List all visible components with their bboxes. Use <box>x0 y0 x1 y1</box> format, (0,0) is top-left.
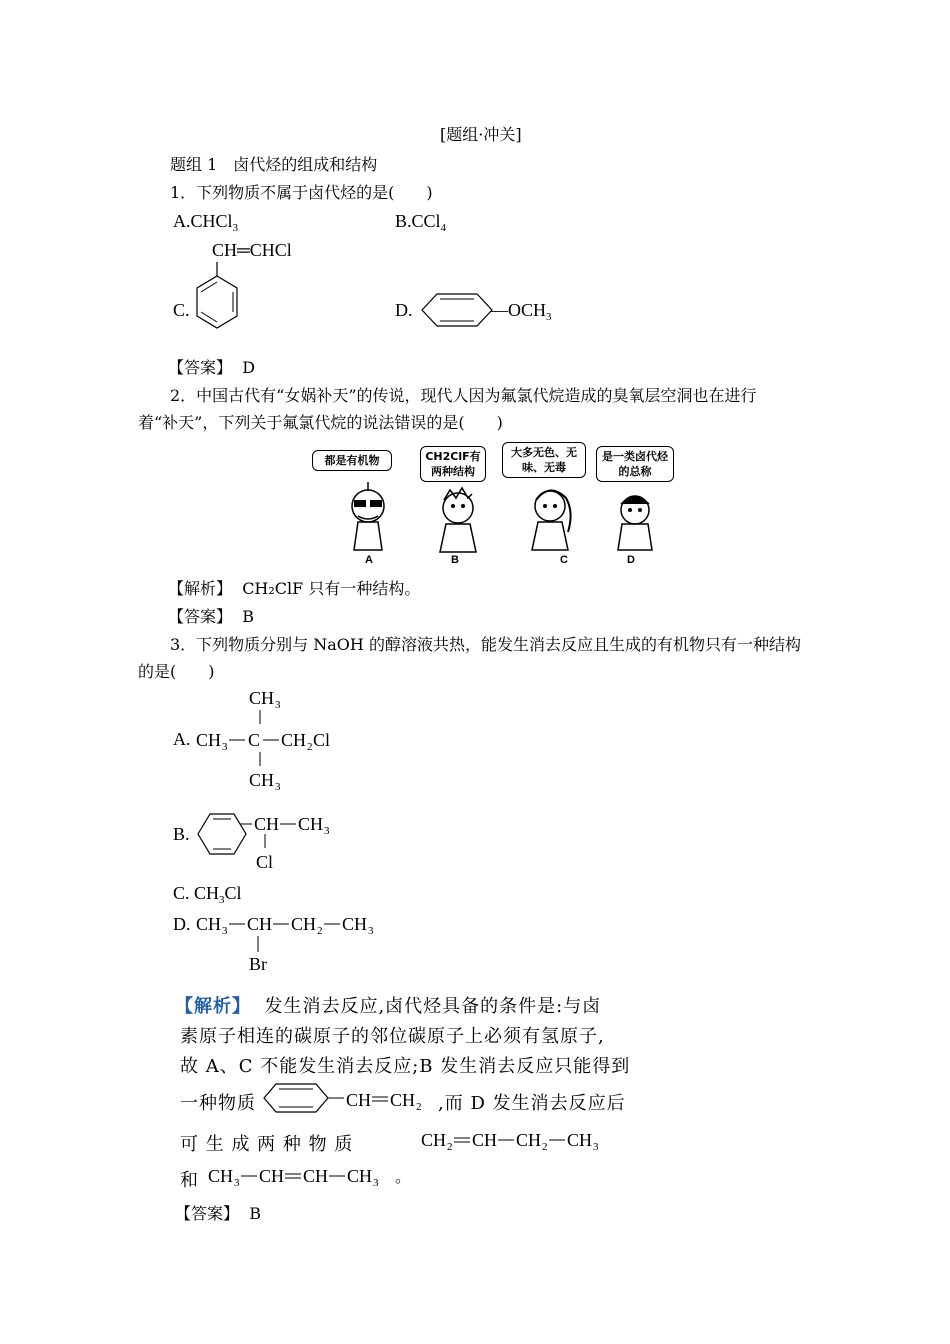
svg-text:CH: CH <box>249 770 275 790</box>
benzene-ring-icon <box>190 262 250 342</box>
svg-text:CH: CH <box>196 914 222 934</box>
q1-option-a: A.CHCl$_3$ <box>173 211 239 234</box>
q3-analysis-line2: 素原子相连的碳原子的邻位碳原子上必须有氢原子, <box>180 1026 605 1047</box>
svg-text:CH: CH <box>567 1130 593 1150</box>
svg-text:CH: CH <box>249 688 275 708</box>
svg-text:CH: CH <box>516 1130 542 1150</box>
cartoon-characters-icon <box>310 442 680 570</box>
svg-text:CH: CH <box>347 1166 373 1186</box>
svg-text:3: 3 <box>275 781 281 792</box>
q3-analysis-line1: 【解析】 发生消去反应,卤代烃具备的条件是:与卤 <box>175 996 602 1017</box>
svg-text:Cl: Cl <box>313 730 331 750</box>
q3-answer: 【答案】 B <box>175 1204 261 1223</box>
figure-label-b: B <box>451 554 459 566</box>
svg-text:CH: CH <box>254 814 280 834</box>
svg-text:。: 。 <box>395 1169 412 1186</box>
q3-option-b-structure <box>190 806 350 876</box>
q3-analysis-line4b: ,而 D 发生消去反应后 <box>438 1093 626 1114</box>
benzene-ring-icon <box>420 292 500 332</box>
q3-analysis-line4a: 一种物质 <box>180 1093 256 1114</box>
svg-text:CH: CH <box>421 1130 447 1150</box>
svg-text:3: 3 <box>324 825 330 837</box>
svg-text:2: 2 <box>317 925 323 937</box>
q3-option-c: C. $CH_3Cl$ <box>173 883 242 906</box>
svg-text:CH: CH <box>208 1166 234 1186</box>
section-header: [题组·冲关] <box>440 125 522 144</box>
q2-analysis: 【解析】 CH₂ClF 只有一种结构。 <box>168 579 421 598</box>
q3-analysis-line3: 故 A、C 不能发生消去反应;B 发生消去反应只能得到 <box>180 1056 631 1077</box>
svg-text:3: 3 <box>275 699 281 711</box>
svg-text:CH: CH <box>298 814 324 834</box>
q2-stem-line2: 着“补天”，下列关于氟氯代烷的说法错误的是( ) <box>138 413 503 432</box>
q1-option-c-label: C. <box>173 300 190 320</box>
q1-option-d-substituent: $—OCH_3$ <box>490 300 552 323</box>
q3-option-d-label: D. <box>173 914 191 934</box>
svg-text:CH: CH <box>291 914 317 934</box>
svg-text:CH: CH <box>196 730 222 750</box>
q3-analysis-styrene <box>256 1080 436 1120</box>
q3-analysis-line6a: 和 <box>180 1170 199 1191</box>
svg-text:CH: CH <box>281 730 307 750</box>
svg-text:CH: CH <box>342 914 368 934</box>
q3-analysis-product1 <box>418 1124 618 1160</box>
q3-stem-line2: 的是( ) <box>138 662 215 681</box>
svg-text:3: 3 <box>222 741 228 753</box>
figure-label-a: A <box>365 554 373 566</box>
svg-text:3: 3 <box>593 1141 599 1153</box>
q3-option-d-structure <box>193 908 393 974</box>
q1-stem: 1．下列物质不属于卤代烃的是( ) <box>170 183 433 202</box>
q3-option-a-structure <box>193 686 343 792</box>
figure-label-c: C <box>560 554 568 566</box>
cartoon-figure <box>310 442 680 570</box>
q1-option-c-substituent: CH═CHCl <box>212 240 292 260</box>
svg-text:2: 2 <box>542 1141 548 1153</box>
group-title: 题组 1 卤代烃的组成和结构 <box>170 155 378 174</box>
svg-text:CH: CH <box>247 914 273 934</box>
speech-bubble-a: 都是有机物 <box>312 450 392 471</box>
svg-text:2: 2 <box>416 1101 422 1113</box>
svg-text:3: 3 <box>373 1177 379 1189</box>
svg-text:2: 2 <box>307 741 313 753</box>
svg-text:CH: CH <box>303 1166 329 1186</box>
q1-option-d-label: D. <box>395 300 413 320</box>
q3-option-a-label: A. <box>173 729 191 749</box>
q1-answer: 【答案】 D <box>168 358 256 377</box>
q2-stem-line1: 2．中国古代有“女娲补天”的传说，现代人因为氟氯代烷造成的臭氧层空洞也在进行 <box>170 386 757 405</box>
q3-option-b-label: B. <box>173 824 190 844</box>
speech-bubble-d: 是一类卤代烃的总称 <box>596 446 674 482</box>
q1-option-b: B.CCl$_4$ <box>395 211 447 234</box>
q3-stem-line1: 3．下列物质分别与 NaOH 的醇溶液共热，能发生消去反应且生成的有机物只有一种结构 <box>170 635 801 654</box>
svg-text:CH: CH <box>346 1090 372 1110</box>
speech-bubble-b: CH2ClF有两种结构 <box>420 446 486 482</box>
figure-label-d: D <box>627 554 635 566</box>
svg-text:CH: CH <box>259 1166 285 1186</box>
speech-bubble-c: 大多无色、无味、无毒 <box>502 442 586 478</box>
svg-text:3: 3 <box>368 925 374 937</box>
svg-text:2: 2 <box>447 1141 453 1153</box>
svg-text:3: 3 <box>222 925 228 937</box>
svg-text:CH: CH <box>390 1090 416 1110</box>
svg-text:Br: Br <box>249 954 267 974</box>
svg-text:CH: CH <box>472 1130 498 1150</box>
q2-answer: 【答案】 B <box>168 607 254 626</box>
svg-text:Cl: Cl <box>256 852 274 872</box>
q3-analysis-product2 <box>205 1160 420 1196</box>
svg-text:3: 3 <box>234 1177 240 1189</box>
svg-text:C: C <box>248 730 261 750</box>
q3-analysis-line5: 可 生 成 两 种 物 质 <box>180 1134 354 1155</box>
